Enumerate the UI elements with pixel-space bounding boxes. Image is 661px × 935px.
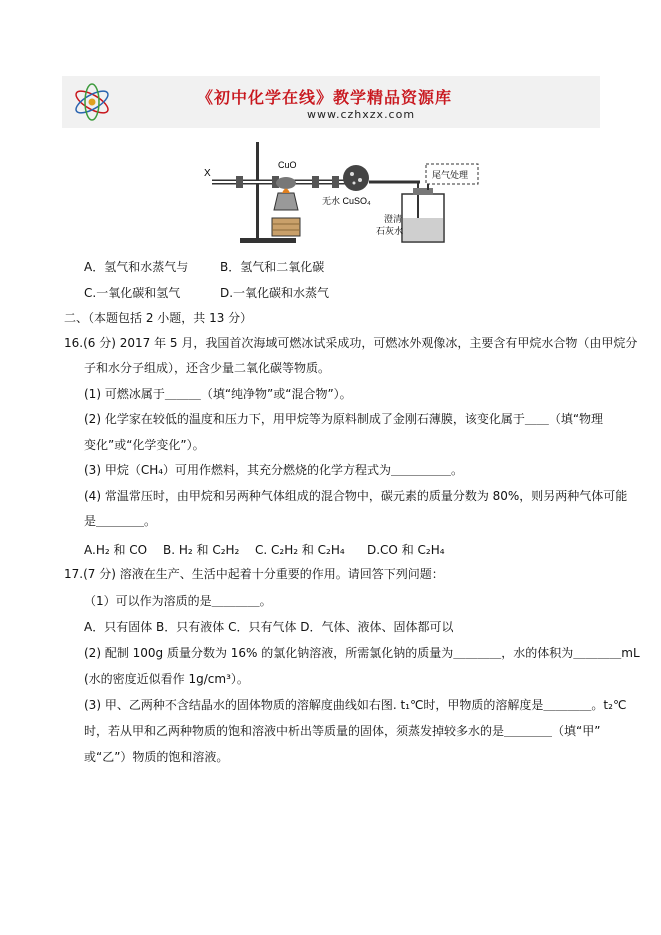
header-banner	[62, 76, 600, 128]
q17-part2-line1: (2) 配制 100g 质量分数为 16% 的氯化钠溶液，所需氯化钠的质量为＿＿＿＿，水的体积为＿＿＿＿mL	[84, 646, 640, 660]
banner-title: 《初中化学在线》教学精品资源库	[197, 88, 453, 107]
q16-part4-line2: 是＿＿＿＿。	[84, 514, 157, 528]
q15-option-b: B．氢气和二氧化碳	[220, 260, 325, 274]
q17-part3-line3: 或“乙”）物质的饱和溶液。	[84, 750, 229, 764]
q16-part1: (1) 可燃冰属于＿＿＿（填“纯净物”或“混合物”）。	[84, 387, 352, 401]
q16-part2-line2: 变化”或“化学变化”）。	[84, 438, 205, 452]
q17-part3-line1: (3) 甲、乙两种不含结晶水的固体物质的溶解度曲线如右图. t₁℃时，甲物质的溶解度是＿＿＿＿。t₂℃	[84, 698, 627, 712]
limewater-label-2: 石灰水	[376, 226, 404, 236]
q17-part1-options: A．只有固体 B．只有液体 C．只有气体 D．气体、液体、固体都可以	[84, 620, 454, 634]
q15-option-a: A．氢气和水蒸气与	[84, 260, 189, 274]
q16-option-a: A.H₂ 和 CO	[84, 543, 148, 557]
atom-logo-icon	[70, 80, 114, 124]
q16-stem-line2: 子和水分子组成），还含少量二氧化碳等物质。	[84, 361, 331, 375]
cuso4-label: 无水 CuSO₄	[322, 196, 371, 206]
q17-part3-line2: 时，若从甲和乙两种物质的饱和溶液中析出等质量的固体，须蒸发掉较多水的是＿＿＿＿（填“甲”	[84, 724, 601, 738]
q16-option-c: C. C₂H₂ 和 C₂H₄	[255, 543, 345, 557]
q16-option-d: D.CO 和 C₂H₄	[367, 543, 445, 557]
limewater-label-1: 澄清	[384, 214, 403, 224]
q17-part1: （1）可以作为溶质的是＿＿＿＿。	[84, 594, 272, 608]
q17-part2-line2: (水的密度近似看作 1g/cm³）。	[84, 672, 249, 686]
q16-part3: (3) 甲烷（CH₄）可用作燃料，其充分燃烧的化学方程式为＿＿＿＿＿。	[84, 463, 464, 477]
x-label: X	[204, 168, 211, 179]
q16-part4-line1: (4) 常温常压时，由甲烷和另两种气体组成的混合物中，碳元素的质量分数为 80%，则另两种气体可能	[84, 489, 628, 503]
section-heading: 二、（本题包括 2 小题，共 13 分）	[64, 311, 253, 325]
experiment-apparatus-diagram	[200, 138, 490, 246]
q16-stem-line1: 16.(6 分) 2017 年 5 月，我国首次海域可燃冰试采成功，可燃冰外观像冰，主要含有甲烷水合物（由甲烷分	[64, 336, 638, 350]
q15-option-c: C.一氧化碳和氢气	[84, 286, 181, 300]
banner-url: www.czhxzx.com	[307, 108, 416, 121]
q16-part2-line1: (2) 化学家在较低的温度和压力下，用甲烷等为原料制成了金刚石薄膜，该变化属于＿＿（填“物理	[84, 412, 604, 426]
cuo-label: CuO	[278, 160, 297, 170]
exhaust-label: 尾气处理	[432, 170, 469, 180]
q16-option-b: B. H₂ 和 C₂H₂	[163, 543, 240, 557]
q15-option-d: D.一氧化碳和水蒸气	[220, 286, 330, 300]
q17-stem: 17.(7 分) 溶液在生产、生活中起着十分重要的作用。请回答下列问题：	[64, 567, 444, 581]
